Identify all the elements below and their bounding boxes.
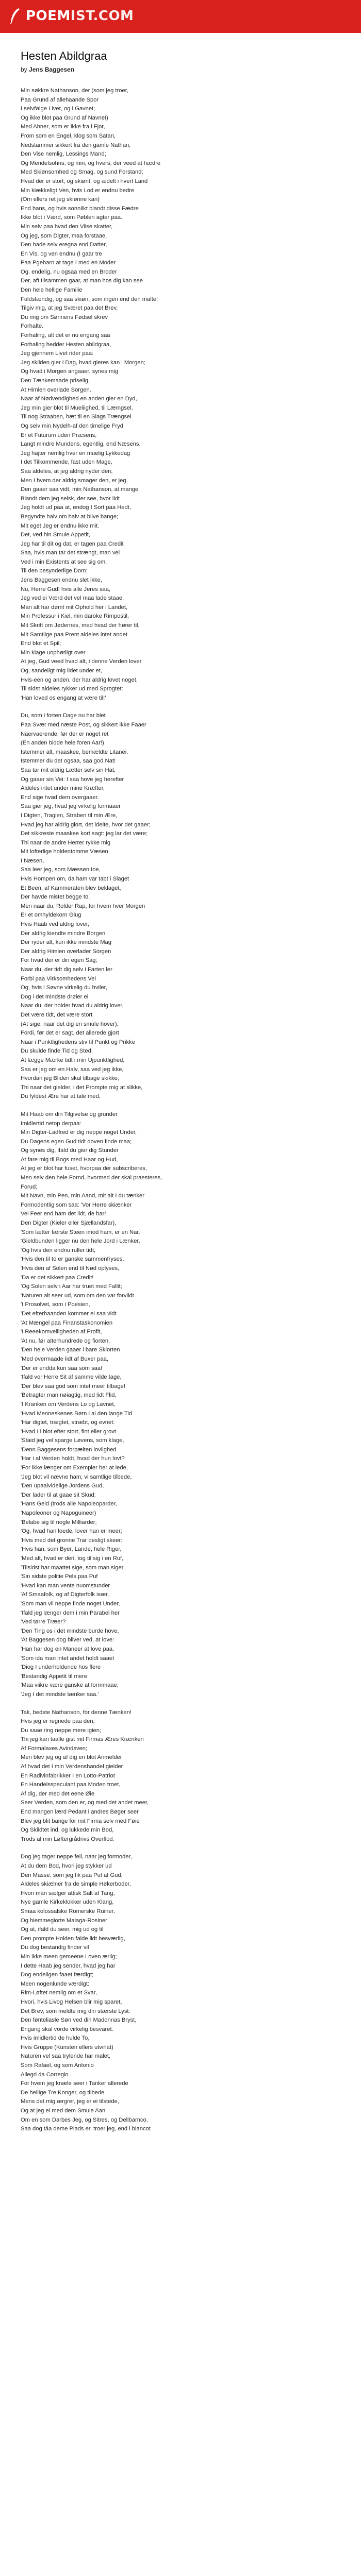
poem-line: Paa Grund af allehaande Spor bbox=[21, 96, 99, 103]
poem-line: (At sige, naar det dig en smule hover), bbox=[21, 1021, 119, 1027]
poem-line: Forbi paa Virksomhedens Vei bbox=[21, 975, 96, 982]
poem-line: Saa tar mit aldrig Lætter selv sin Hat, bbox=[21, 767, 116, 773]
poem-line: Den Vise nemlig, Lessings Mand; bbox=[21, 151, 106, 158]
poem-line: Nu, Herre Gud! hvis alle Jeres saa, bbox=[21, 586, 111, 592]
poem-line: Er et omhyldekorn Glug bbox=[21, 912, 81, 919]
poem-line: Man alt har dømt mit Ophold her i Landet, bbox=[21, 604, 128, 611]
poem-line: Og gaaer sin Vei: I saa hove jeg herefter bbox=[21, 776, 124, 783]
poem-line: Der aldrig kiendte mindre Borgen bbox=[21, 930, 106, 937]
logo-text-poem: POEM bbox=[26, 8, 71, 24]
poem-line: En Handelsspeculant paa Moden troet, bbox=[21, 1782, 121, 1788]
poem-line: Langt mindre Mundens, egentlig, end Næsens. bbox=[21, 441, 141, 448]
poem-line: Den hade selv eregna end Datter, bbox=[21, 242, 107, 248]
poem-line: Jeg min gier blot til Mueliighed, til Lærngsel, bbox=[21, 404, 133, 411]
poem-body bbox=[21, 87, 340, 2134]
poem-line: Mit lofterlige holdentomme Væsen bbox=[21, 849, 108, 855]
poem-line: Mit Navn, min Pen, min Aand, mit alt I du tænker bbox=[21, 1193, 145, 1199]
poem-line: Jeg gjennem Livet rider paa: bbox=[21, 350, 94, 357]
poem-line: Min Digter-Ladfred er dig neppe noget Under, bbox=[21, 1129, 137, 1136]
poem-line: 'Gieldbunden ligger nu den hele Jord i Lænker, bbox=[21, 1238, 140, 1245]
poem-line: 'Har digtet, trægtet, stræbt, og evnet: bbox=[21, 1419, 115, 1426]
poem-line: Der aldrig Himlen overlader Sorgen bbox=[21, 948, 111, 955]
poem-stanza bbox=[21, 711, 340, 1101]
poem-line: Saa, hvis man tar det strængt, man vel bbox=[21, 550, 120, 556]
poem-line: Tak, bedste Nathanson, for denne Tænken! bbox=[21, 1709, 132, 1716]
poem-line: 'Med overmaade lidt af Buxer paa, bbox=[21, 1355, 109, 1362]
poem-line: Tilgiv mig, at jeg Sværet paa det Brev, bbox=[21, 305, 118, 312]
poem-line: Det være tidt, det være stort bbox=[21, 1011, 93, 1018]
poem-line: 'Ifald vor Herre Sit af samme vilde tage, bbox=[21, 1374, 122, 1381]
poem-line: 'Jeg I det mindste tænker saa.' bbox=[21, 1691, 99, 1698]
poem-line: Blev jeg blit bange for mit Firma selv med Føie bbox=[21, 1818, 140, 1824]
poem-line: 'Bestandig Appetit til mere bbox=[21, 1673, 87, 1680]
poem-line: Ikke blot i Værd, som Pøblen agter paa. bbox=[21, 214, 123, 221]
poem-line: 'Og Solen selv i Aar har truet med Fallit; bbox=[21, 1283, 122, 1290]
poem-line: 'Napoleoner og Napoguineer) bbox=[21, 1510, 96, 1517]
poem-byline bbox=[21, 66, 340, 73]
poem-line: Den Digter (Kieler eller Sjællandsfar), bbox=[21, 1220, 117, 1227]
poem-line: 'I Reeekomvelligheden af Profit, bbox=[21, 1329, 102, 1335]
poem-line: Min Professur i Kiel, min daroke Rimpostil, bbox=[21, 613, 129, 620]
poem-line: Hvis Gruppe (Kunsten ellers utvirlat) bbox=[21, 2044, 113, 2050]
poem-line: Det Brev, som meldte mig din stærste Lyst: bbox=[21, 2008, 130, 2014]
poem-line: Formodentlig som saa: 'Vor Herre skiænker bbox=[21, 1201, 132, 1208]
poem-line: 'Hvad Menneskenes Børn i al den lange Tid bbox=[21, 1410, 133, 1417]
poem-line: 'Staid jeg vel sparge Løvens, som klage, bbox=[21, 1437, 124, 1444]
poem-line: Saa leer jeg, som Mæssen Ioe, bbox=[21, 867, 101, 873]
poem-line: Thi jeg kan taalle gist mit Firmas Æres Krænken bbox=[21, 1736, 144, 1743]
poem-line: 'Jeg blot vil nævne ham, vi samtlige tilbede, bbox=[21, 1473, 132, 1480]
poem-line: Af Formalaxes Avindsven; bbox=[21, 1745, 88, 1752]
poem-line: Med Skiønsomhed og Smag, og sund Forstand; bbox=[21, 169, 143, 176]
poem-line: Nye gamle Kirkeklokker uden Klang, bbox=[21, 1899, 114, 1906]
poem-line: Meen nogenlunde værdigt: bbox=[21, 1980, 90, 1987]
poem-line: Forud; bbox=[21, 1183, 38, 1190]
poem-line: Istemmer alt, maaskee, bemældte Litanei. bbox=[21, 749, 128, 755]
poem-line: Min klage uophørligt over bbox=[21, 649, 86, 656]
poem-line: Istemmer du det ogsaa, saa god Nat! bbox=[21, 758, 116, 765]
poem-line: 'Tilsidst har maattet sige, som man siger, bbox=[21, 1564, 125, 1571]
poem-line: Fordi, før det er sagt, det allerede gjort bbox=[21, 1030, 119, 1037]
poem-line: Du fyldest Ære har at tale med. bbox=[21, 1093, 101, 1100]
poem-line: 'At Baggesen dog bliver ved, at love: bbox=[21, 1637, 114, 1643]
poem-line: Den Tænkemaade priselig, bbox=[21, 378, 90, 384]
poem-line: (Om ellers ret jeg skiønne kan) bbox=[21, 196, 100, 203]
poem-line: Dog i det mindste drøier ei bbox=[21, 993, 89, 1000]
poem-title: Hesten Abildgraa bbox=[21, 49, 107, 62]
poem-line: Nedstammer sikkert fra den gamle Nathan, bbox=[21, 142, 131, 148]
poem-line: 'At nu, før alterhundrede og fiorten, bbox=[21, 1337, 110, 1344]
by-label: by bbox=[21, 66, 29, 73]
poem-line: Paa Svær med næste Post, og sikkert ikke Faaer bbox=[21, 721, 146, 728]
poem-line: 'Ved tørre Træer? bbox=[21, 1619, 66, 1625]
poem-line: (En anden bidde hele foren Aar!) bbox=[21, 740, 104, 747]
poem-line: Naar du, der tidt dig selv i Farten ler bbox=[21, 967, 112, 973]
poem-line: Den gaaer saa vidt, min Nathanson, at mange bbox=[21, 486, 139, 493]
poem-line: Mit eget Jeg er endnu ikke mit. bbox=[21, 522, 100, 529]
poem-line: 'Hvis den til to er ganske sammenfryses, bbox=[21, 1256, 124, 1263]
poem-line: Af hvad det I min Verdenshandel gielder bbox=[21, 1764, 123, 1770]
poem-line: 'Der blev saa god som intet meer tilbage! bbox=[21, 1383, 125, 1389]
poem-line: Du, som i forten Dage nu har blet bbox=[21, 713, 106, 719]
poem-line: Og synes dig, ifald du gier dig Stunder bbox=[21, 1147, 119, 1154]
poem-line: Min ikke meen gemeene Loven ærlig; bbox=[21, 1953, 117, 1960]
poem-line: At Himlen overlade Sorgen. bbox=[21, 386, 91, 393]
poem-line: At du dem Bod, hvori jeg stykker ud bbox=[21, 1863, 112, 1869]
poem-line: Og, hvis i Søvne virkelig du hviler, bbox=[21, 985, 107, 991]
poem-line: Hvad der er stort, og skiønt, og ædelt i hvert Land bbox=[21, 178, 148, 184]
poem-line: Mit Samtlige paa Prent aldeles intet andet bbox=[21, 631, 128, 638]
poem-line: Thi naar det gielder, i det Prompte mig at slikke, bbox=[21, 1084, 143, 1091]
poem-line: Og ikke blot paa Grund af Navnet) bbox=[21, 114, 108, 121]
poem-line: De hellige Tre Konger, og tilbede bbox=[21, 2089, 105, 2096]
poem-line: Ved i min Existents at see sig om, bbox=[21, 558, 107, 565]
poem-line: Hvis imidlertid de hulde To, bbox=[21, 2035, 90, 2042]
poem-line: Jeg ved ei Værd det vel maa lade staae. bbox=[21, 595, 124, 602]
site-logo[interactable] bbox=[8, 7, 134, 25]
poem-line: 'Den upaalvidelige Jordens Gud, bbox=[21, 1483, 104, 1489]
poem-line: Engang skal vorde virkelig besvaret. bbox=[21, 2026, 113, 2032]
poem-line: Der ryder alt, kun ikke mindste Mag bbox=[21, 939, 111, 946]
poem-line: 'Som man vil neppe finde noget Under, bbox=[21, 1600, 120, 1607]
poem-line: Jeg holdt ud paa at, endog I Sort paa Hedt, bbox=[21, 504, 131, 511]
poem-line: 'Den Ting os i det mindste burde hove, bbox=[21, 1628, 119, 1634]
poem-line: Med Ahner, som er ikke fra i Fjor, bbox=[21, 124, 105, 130]
poem-line: Jeg har til dit og dat, er tagen paa Credit bbox=[21, 540, 124, 547]
poem-line: Saa gier jeg, hvad jeg virkelig formaaer bbox=[21, 803, 121, 810]
poem-line: At jeg, Gud veed hvad alt, i denne Verden lover bbox=[21, 658, 142, 665]
poem-line: Mit Skrift om Jødernes, med hvad der hører til, bbox=[21, 622, 140, 629]
poem-line: 'Det efterhaanden kommer ei saa vidt bbox=[21, 1310, 117, 1317]
poem-line: 'Der lader til at gaae sit Skud: bbox=[21, 1492, 96, 1498]
poem-line: Du Dagens egen Gud tidt doven finde maa; bbox=[21, 1138, 132, 1145]
poem-line: Af dig, der med det eene Øie bbox=[21, 1790, 95, 1797]
poem-line: End mangen lærd Pedant i andres Bøger seer bbox=[21, 1809, 139, 1816]
logo-text-domain: IST.COM bbox=[70, 8, 134, 24]
poem-line: 'Og hvis den endnu ruller tidt, bbox=[21, 1247, 96, 1253]
poem-line: Du mig om Sønnens Fødsel skrev bbox=[21, 314, 108, 320]
poem-line: Til den besynderlige Dom: bbox=[21, 568, 88, 574]
poem-line: Hvis Hompen om, da ham var tabt i Slaget bbox=[21, 876, 129, 883]
poem-line: Saa er jeg om en Halv, saa ved jeg ikke, bbox=[21, 1066, 124, 1073]
poem-line: I det Tilkommende, fast uden Mage, bbox=[21, 459, 112, 466]
poem-line: Paa Pgebarn at tage I med en Moder bbox=[21, 260, 116, 266]
poem-line: Det, ved hin Smule Appetit, bbox=[21, 532, 90, 538]
poem-line: Og selv min Nydelh-af den timelige Fryd bbox=[21, 422, 123, 429]
poem-stanza bbox=[21, 1853, 340, 2133]
poem-line: Der havde mistet begge to. bbox=[21, 894, 90, 901]
poem-line: Dog endeligen faaet færdigt; bbox=[21, 1972, 94, 1978]
poem-line: 'Maa viikre være ganske at formmaae; bbox=[21, 1682, 119, 1689]
poem-line: Forhalte. bbox=[21, 323, 44, 330]
poem-line: 'For ikke længer om Exempler her at lede, bbox=[21, 1465, 128, 1471]
poem-line: Hvis jeg er regnede paa den, bbox=[21, 1718, 95, 1725]
poem-line: Fuldstændig, og saa skiøn, som ingen end den malte! bbox=[21, 296, 158, 302]
poem-line: Og, sandeligt mig lidet under et, bbox=[21, 668, 102, 674]
poem-line: Mens det mig ærgrer, jeg er ei tilstede, bbox=[21, 2098, 119, 2105]
poem-line: En Radivinfabrikker I en Lotto-Patriot bbox=[21, 1772, 115, 1779]
poem-line: Et Been, af Kammeraten blev beklaget, bbox=[21, 885, 121, 891]
poem-line: Dog jeg tager neppe feil, naar jeg formoder, bbox=[21, 1854, 132, 1860]
poem-line: Naar af Nødvendighed en anden gier en Dyd, bbox=[21, 396, 137, 402]
poem-line: Vel Feer end ham det lidt, de har! bbox=[21, 1211, 106, 1217]
poem-line: Og hvad i Morgen angaaer, synes mig bbox=[21, 368, 119, 375]
poem-line: End blot et Spil; bbox=[21, 640, 61, 647]
poem-line: Og at jeg ei med dem Smule Aan bbox=[21, 2108, 106, 2114]
poem-line: 'Med alt, hvad er deri, tog til sig i en Ruf, bbox=[21, 1555, 124, 1562]
poem-line: 'Hvad I i blot efter stort, fint eller grovt bbox=[21, 1428, 116, 1435]
poem-line: At jeg er blot har fuset, hvorpaa der subscriberes, bbox=[21, 1165, 147, 1172]
poem-line: 'Hvis den af Solen end til Nød oplyses, bbox=[21, 1265, 120, 1272]
poem-line: Aldeles intet under mine Kræfter, bbox=[21, 785, 105, 792]
poem-line: Hvad jeg har aldrig glort, det idelte, hvor det gaaer; bbox=[21, 821, 151, 828]
poem-line: Naervaerende, før der er noget ret bbox=[21, 731, 109, 737]
poem-line: Jeg hajter nemlig hver en muelig Lykkedag bbox=[21, 450, 130, 456]
poem-line: Den prompte Holden falde lidt besværlig, bbox=[21, 1935, 125, 1942]
author-link[interactable]: Jens Baggesen bbox=[29, 66, 75, 73]
poem-line: Og jeg, som Digter, maa forstaae, bbox=[21, 232, 107, 239]
poem-line: Hvis-een og anden, der har aldrig lovet noget, bbox=[21, 676, 138, 683]
poem-line: Saa dog tåa deme Plads er, troer jeg, end i blancot bbox=[21, 2126, 151, 2132]
poem-line: Forhaling hedder Hesten abildgraa, bbox=[21, 341, 111, 348]
poem-line: Jens Baggesen endnu slet ikke, bbox=[21, 577, 102, 584]
poem-line: Hvori, hvis Livog Helsen blir mig sparet, bbox=[21, 1998, 122, 2005]
poem-line: Til nog Straaben, hæt til en Slags Trængsel bbox=[21, 414, 132, 420]
poem-line: Naar i Punktlighedens stiv til Punkt og Prikke bbox=[21, 1039, 135, 1045]
poem-line: Allegri da Corregio bbox=[21, 2071, 69, 2078]
poem-line: Hvori man sælger attisk Salt af Tang, bbox=[21, 1890, 115, 1896]
poem-line: I dette Haab jeg sender, hvad jeg har bbox=[21, 1962, 116, 1969]
poem-line: Og hiemmegiorte Malaga-Rosiner bbox=[21, 1917, 107, 1924]
poem-line: 'Som ida man intet andet holdt saaet bbox=[21, 1655, 114, 1662]
poem-line: 'Af Smaafolk, og af Digterfolk især, bbox=[21, 1591, 109, 1598]
poem-line: At lægge Mærke tidt i min Ujpunktlighed, bbox=[21, 1057, 125, 1063]
poem-line: At fare mig til Bogs med Haar og Hud, bbox=[21, 1156, 118, 1163]
poem-line: From som en Engel, klog som Satan, bbox=[21, 132, 116, 139]
poem-line: Thi naar de andre Herrer rykke mig bbox=[21, 839, 111, 846]
poem-line: Du skulde finde Tid og Sted: bbox=[21, 1048, 93, 1055]
poem-line: 'Denn Baggesens forpælten lovlighed bbox=[21, 1446, 117, 1453]
poem-line: 'Han loved os engang at være til!' bbox=[21, 694, 106, 701]
poem-line: 'Belabe sig til nogle Milliarder; bbox=[21, 1519, 97, 1526]
poem-line: Rim-Løftet nemlig om et Svar, bbox=[21, 1990, 97, 1996]
poem-line: 'Ifald jeg længer dem i min Parabel her bbox=[21, 1609, 120, 1616]
poem-line: Min søkkre Nathanson, der (som jeg troer, bbox=[21, 88, 128, 94]
poem-line: I Digten, Tragien, Straben til min Ære, bbox=[21, 812, 118, 819]
poem-line: 'Han har dog en Maneer at love paa, bbox=[21, 1646, 114, 1652]
poem-line: 'Da er det sikkert paa Credit! bbox=[21, 1274, 94, 1281]
poem-line: Smaa kolossalske Romerske Ruiner, bbox=[21, 1908, 115, 1914]
poem-line: Den fønteliasle Søn ved din Madonnas Bryst, bbox=[21, 2017, 137, 2024]
poem-line: En Vis, og ven endnu (I gaar tre bbox=[21, 250, 102, 257]
poem-line: Men blev jeg og af dig en blot Anmelder bbox=[21, 1754, 122, 1761]
poem-line: Om en som Darbes Jeg, og Sitres, og Dellbarnco, bbox=[21, 2116, 148, 2123]
quill-pen-icon bbox=[8, 7, 22, 25]
poem-line: Til sidst aldeles rykker ud med Sprogtet: bbox=[21, 686, 123, 692]
poem-line: Saa aldeles, at jeg aldrig nyder den; bbox=[21, 468, 113, 474]
poem-line: Jeg skilden gier i Dag, hvad gieres kan i Morgen; bbox=[21, 359, 145, 366]
poem-line: 'Naturen alt seer ud, som om den var forvildt. bbox=[21, 1292, 136, 1299]
poem-line: Min selv paa hvad den Viise skatter, bbox=[21, 223, 113, 230]
poem-line: Hvordan jeg Bliden skal tilbage skikke; bbox=[21, 1075, 119, 1082]
poem-line: Du saae ring neppe mere igien; bbox=[21, 1727, 102, 1734]
poem-line: 'Der er endda kun saa som saa! bbox=[21, 1365, 103, 1371]
poem-line: 'Har i al Verden holdt, hvad der hun lovt? bbox=[21, 1455, 125, 1462]
poem-line: I Næsen, bbox=[21, 857, 44, 864]
poem-line: Men selv den hele Fornd, hvormed der skal praesteres, bbox=[21, 1175, 162, 1181]
poem-line: Den hele hellige Familie bbox=[21, 287, 83, 294]
site-header bbox=[0, 0, 361, 33]
poem-line: Trods al min Løftergrådrivs Overflod. bbox=[21, 1836, 114, 1842]
poem-line: Aldeles skiælner fra de simple Høkerboder, bbox=[21, 1881, 131, 1888]
poem-line: 'Hvad kan man vente nuomstunder bbox=[21, 1582, 110, 1589]
poem-line: End sige hvad dem overgaaer. bbox=[21, 794, 99, 801]
poem-line: Og Mendelsohns, og min, og hvers, der veed at hædre bbox=[21, 160, 161, 166]
poem-line: Som Rafael, og som Antonio bbox=[21, 2062, 94, 2069]
poem-line: 'Den hele Verden gaaer i bare Skiorten bbox=[21, 1347, 120, 1353]
poem-line: Blandt dem jeg selsk, der see, hvor lidt bbox=[21, 495, 120, 502]
poem-line: Naar du, der holder hvad du aldrig lover, bbox=[21, 1003, 124, 1009]
poem-line: 'Betragter man nøiagtig, med lidt Flid, bbox=[21, 1392, 117, 1399]
poem-line: 'Diog I underholdende hos flere bbox=[21, 1664, 101, 1671]
poem-line: Forhaling, alt det er nu engang saa bbox=[21, 332, 110, 339]
poem-line: 'Som lætter færste Steen imod ham, er en Nar. bbox=[21, 1229, 140, 1235]
poem-line: 'Og, hvad han loede, lover han er meer; bbox=[21, 1528, 122, 1535]
poem-line: 'Sin sidste politie Pels paa Puf bbox=[21, 1573, 98, 1580]
poem-line: Imidlertid netop derpaa: bbox=[21, 1120, 81, 1127]
poem-stanza bbox=[21, 1708, 340, 1844]
poem-line: Er et Futurum uden Præsens, bbox=[21, 432, 97, 438]
poem-line: 'I Kranken om Verdens Lo og Lavnet, bbox=[21, 1401, 116, 1408]
poem-line: Der, aft tilsammen gaar, at man hos dig kan see bbox=[21, 278, 143, 284]
poem-line: Mit Haab om din Tilgivelse og grunder bbox=[21, 1111, 118, 1117]
poem-line: 'At Mængel paa Finanstaskonomien bbox=[21, 1319, 113, 1326]
poem-line: Min kiækkeligt Ven, hvis Lod er endnu bedre bbox=[21, 187, 135, 194]
poem-line: 'Hvis han, som Byer, Lande, hele Riger, bbox=[21, 1546, 122, 1553]
poem-line: Og, endelig, nu ogsaa med en Broder bbox=[21, 268, 117, 275]
poem-line: 'I Prosolvet, som i Poesien, bbox=[21, 1301, 90, 1308]
poem-line: 'Hvis med det gronne Trar desligt skeer: bbox=[21, 1537, 123, 1544]
poem-line: Naturen vel saa trylende har malet, bbox=[21, 2053, 111, 2060]
poem-line: Men naar du, Rolder Rap, for hvem hver Morgen bbox=[21, 903, 145, 909]
poem-stanza bbox=[21, 87, 340, 703]
poem-line: Men I hvem der aldrig smager den, er jeg. bbox=[21, 477, 128, 484]
poem-stanza bbox=[21, 1110, 340, 1700]
poem-line: Det sikkreste maaskee kort sagt: jeg lar det være; bbox=[21, 831, 148, 837]
poem-line: For hvem jeg knæle seer i Tanker allerede bbox=[21, 2080, 128, 2087]
poem-line: Og at, ifald du seer, mig ud og til bbox=[21, 1926, 104, 1933]
poem-content bbox=[21, 49, 340, 2143]
poem-line: I selvfølge Livet, og i Gavnet; bbox=[21, 106, 95, 112]
poem-line: End hans, og hvis sonnlikt blandt disse Fædre bbox=[21, 205, 139, 212]
poem-line: 'Hans Geld (trods alle Napoleoparder, bbox=[21, 1501, 117, 1507]
poem-line: For hvad der er din egen Sag; bbox=[21, 957, 97, 964]
poem-line: Og Skildtet ind, og lukkede min Bod, bbox=[21, 1827, 114, 1834]
poem-line: Hvis Haab ved aldrig lover, bbox=[21, 921, 90, 928]
poem-line: Begyndte halv om halv at blive bange; bbox=[21, 513, 119, 520]
poem-line: Den Masse, som jeg fik paa Puf af Gud, bbox=[21, 1872, 123, 1878]
poem-line: Seer Verden, som den er, og med det andet meer, bbox=[21, 1800, 149, 1806]
poem-line: Du dog bestandig finder vil bbox=[21, 1944, 89, 1951]
